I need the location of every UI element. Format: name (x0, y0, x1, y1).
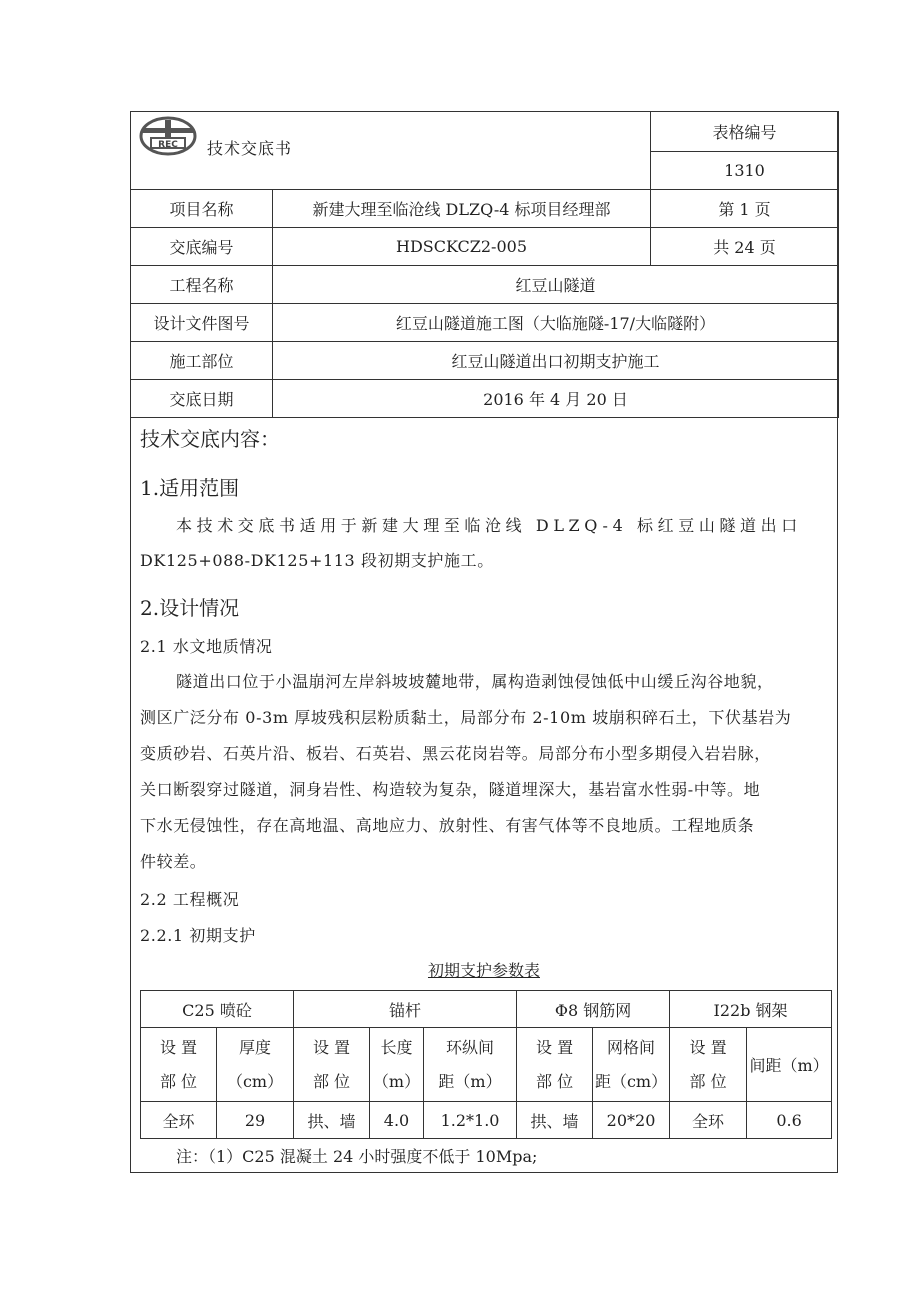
page-number: 第 1 页 (651, 190, 839, 228)
svg-text:REC: REC (158, 140, 178, 150)
header-table (130, 111, 839, 418)
section-2-1-line-3: 变质砂岩、石英片沿、板岩、石英岩、黑云花岗岩等。局部分布小型多期侵入岩岩脉， (140, 744, 771, 763)
project-name-label: 项目名称 (131, 190, 273, 228)
sub-header: 间距（m） (747, 1028, 832, 1102)
content-heading: 技术交底内容： (140, 427, 280, 451)
table-caption: 初期支护参数表 (427, 961, 540, 980)
table-cell: 4.0 (370, 1102, 424, 1139)
sub-header: 长度 （m） (370, 1028, 424, 1102)
date-value: 2016 年 4 月 20 日 (273, 380, 839, 418)
section-2-1-line-6: 件较差。 (140, 852, 207, 871)
section-1-paragraph: 本技术交底书适用于新建大理至临沧线 DLZQ-4 标红豆山隧道出口 (176, 516, 802, 535)
sub-header: 厚度 （cm） (217, 1028, 294, 1102)
group-header-shotcrete: C25 喷砼 (141, 991, 294, 1028)
group-header-anchor: 锚杆 (294, 991, 517, 1028)
form-no-label: 表格编号 (651, 112, 839, 152)
engineering-name-value: 红豆山隧道 (273, 266, 839, 304)
group-header-steel-frame: I22b 钢架 (670, 991, 832, 1028)
section-1-paragraph-cont: DK125+088-DK125+113 段初期支护施工。 (140, 551, 494, 570)
sub-header: 设 置 部 位 (670, 1028, 747, 1102)
table-cell: 全环 (670, 1102, 747, 1139)
sub-header: 网格间 距（cm） (593, 1028, 670, 1102)
project-name-value: 新建大理至临沧线 DLZQ-4 标项目经理部 (273, 190, 651, 228)
section-2-2-title: 2.2 工程概况 (140, 890, 240, 909)
table-cell: 拱、墙 (294, 1102, 370, 1139)
table-cell: 拱、墙 (517, 1102, 593, 1139)
construction-part-value: 红豆山隧道出口初期支护施工 (273, 342, 839, 380)
section-2-1-line-4: 关口断裂穿过隧道，洞身岩性、构造较为复杂，隧道埋深大，基岩富水性弱-中等。地 (140, 780, 761, 799)
support-params-table (140, 990, 832, 1139)
company-logo (139, 116, 197, 156)
section-2-title: 2.设计情况 (140, 596, 240, 620)
section-1-title: 1.适用范围 (140, 476, 240, 500)
table-cell: 29 (217, 1102, 294, 1139)
logo-title-cell (131, 112, 651, 190)
table-cell: 1.2*1.0 (424, 1102, 517, 1139)
disclosure-no-value: HDSCKCZ2-005 (273, 228, 651, 266)
sub-header: 环纵间 距（m） (424, 1028, 517, 1102)
sub-header: 设 置 部 位 (141, 1028, 217, 1102)
construction-part-label: 施工部位 (131, 342, 273, 380)
design-doc-value: 红豆山隧道施工图（大临施隧-17/大临隧附） (273, 304, 839, 342)
form-no-value: 1310 (651, 152, 839, 190)
table-cell: 0.6 (747, 1102, 832, 1139)
design-doc-label: 设计文件图号 (131, 304, 273, 342)
disclosure-no-label: 交底编号 (131, 228, 273, 266)
section-2-1-title: 2.1 水文地质情况 (140, 637, 273, 656)
table-note: 注：（1）C25 混凝土 24 小时强度不低于 10Mpa; (176, 1147, 538, 1166)
table-cell: 20*20 (593, 1102, 670, 1139)
section-2-1-line-2: 测区广泛分布 0-3m 厚坡残积层粉质黏土，局部分布 2-10m 坡崩积碎石土，下伏基岩为 (140, 708, 792, 727)
doc-title: 技术交底书 (207, 139, 293, 158)
section-2-2-1-title: 2.2.1 初期支护 (140, 926, 256, 945)
date-label: 交底日期 (131, 380, 273, 418)
sub-header: 设 置 部 位 (294, 1028, 370, 1102)
section-2-1-line-5: 下水无侵蚀性，存在高地温、高地应力、放射性、有害气体等不良地质。工程地质条 (140, 816, 755, 835)
total-pages: 共 24 页 (651, 228, 839, 266)
section-2-1-line-1: 隧道出口位于小温崩河左岸斜坡坡麓地带，属构造剥蚀侵蚀低中山缓丘沟谷地貌， (176, 672, 774, 691)
sub-header: 设 置 部 位 (517, 1028, 593, 1102)
table-cell: 全环 (141, 1102, 217, 1139)
engineering-name-label: 工程名称 (131, 266, 273, 304)
group-header-mesh: Φ8 钢筋网 (517, 991, 670, 1028)
